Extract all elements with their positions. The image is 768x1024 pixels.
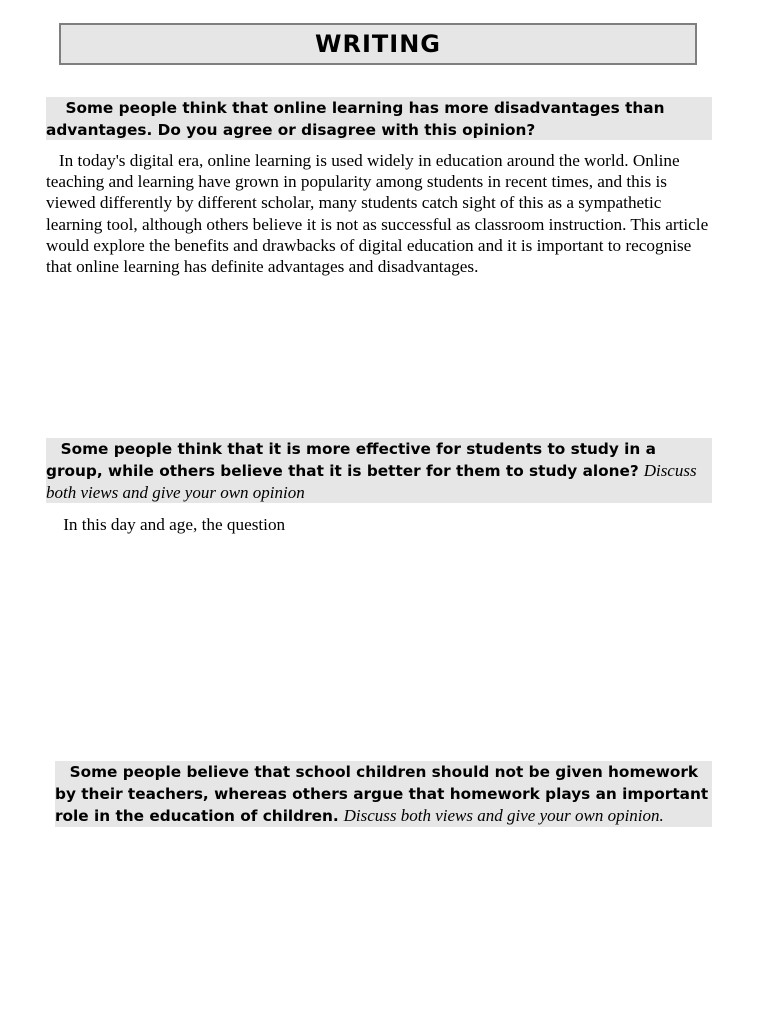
task-1-question: Some people think that online learning has more disadvantages than advantages. Do you agree or disagree with this opinion? xyxy=(46,99,665,139)
task-3-question: Some people believe that school children should not be given homework by their teachers, whereas others argue that homework plays an important role in the education of children. xyxy=(55,763,709,825)
task-2-instruction: Discuss both views and give your own opinion xyxy=(46,461,697,502)
page-title: WRITING xyxy=(315,30,441,58)
task-2-question: Some people think that it is more effective for students to study in a group, while others believe that it is better for them to study alone? xyxy=(46,440,656,480)
task-3-prompt xyxy=(55,761,712,827)
title-banner xyxy=(59,23,697,65)
task-2-response xyxy=(46,514,716,535)
task-3-instruction: Discuss both views and give your own opinion. xyxy=(343,806,664,825)
task-1-prompt xyxy=(46,97,712,140)
task-2-prompt xyxy=(46,438,712,503)
task-2-response-text: In this day and age, the question xyxy=(63,515,286,534)
task-1-response xyxy=(46,150,716,277)
task-1-response-text: In today's digital era, online learning is used widely in education around the world. Online teaching and learning have grown in popularity among students in recent times, and this is viewed differently by different scholar, many students catch sight of this as a sympathetic learning tool, although others believe it is not as successful as classroom instruction. This article would explore the benefits and drawbacks of digital education and it is important to recognise that online learning has definite advantages and disadvantages. xyxy=(46,151,709,277)
